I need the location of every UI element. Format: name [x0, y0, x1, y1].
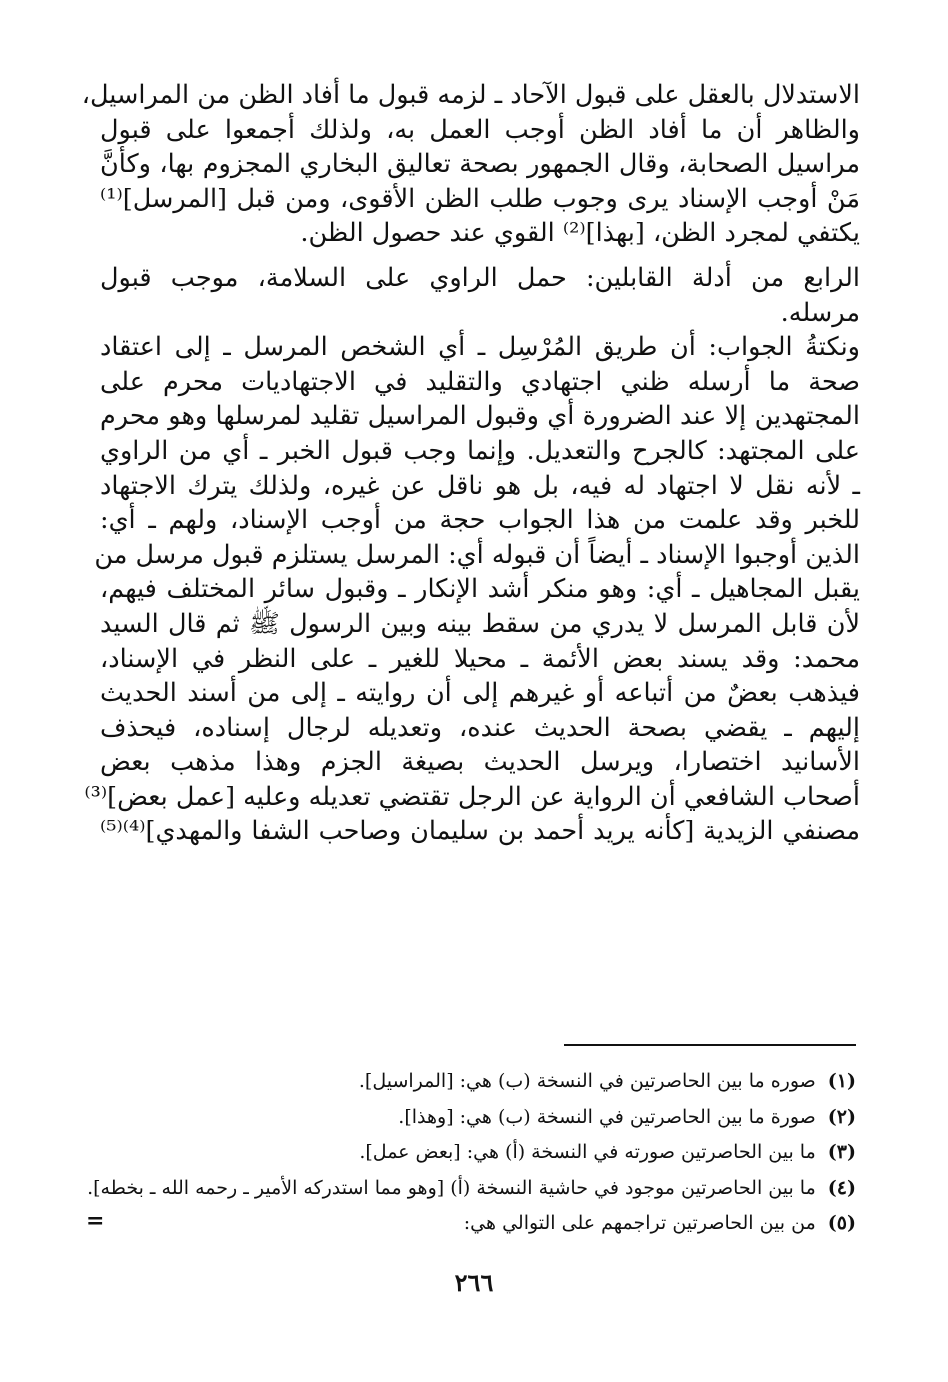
text-line: والظاهر أن ما أفاد الظن أوجب العمل به، ولذلك أجمعوا على قبول: [100, 114, 860, 145]
text-line: فيذهب بعضٌ من أتباعه أو غيرهم إلى أن روايته ـ إلى من أسند الحديث: [100, 678, 860, 709]
continuation-mark: =: [86, 1208, 105, 1234]
footnote-number: (٣): [827, 1141, 856, 1163]
footnote-number: (٥): [827, 1212, 856, 1234]
footnote-item: [100, 1064, 856, 1100]
text-line: للخبر وقد علمت من هذا الجواب حجة من أوجب الإسناد، ولهم ـ أي:: [100, 505, 860, 536]
footnote-divider: [564, 1044, 856, 1046]
footnote-text: من بين الحاصرتين تراجمهم على التوالي هي:: [463, 1212, 816, 1234]
footnote-text: صوره ما بين الحاصرتين في النسخة (ب) هي: [المراسيل].: [358, 1070, 816, 1092]
footnote-text: صورة ما بين الحاصرتين في النسخة (ب) هي: [وهذا].: [398, 1105, 816, 1128]
footnote-item: [100, 1135, 856, 1171]
text-line: مصنفي الزيدية [كأنه يريد أحمد بن سليمان وصاحب الشفا والمهدي]⁽⁴⁾⁽⁵⁾: [100, 816, 860, 847]
text-line: لأن قابل المرسل لا يدري من سقط بينه وبين الرسول ﷺ ثم قال السيد: [100, 608, 860, 639]
footnote-item: [100, 1206, 856, 1242]
text-line: ـ لأنه نقل لا اجتهاد له فيه، بل هو ناقل عن غيره، ولذلك يترك الاجتهاد: [100, 470, 860, 501]
footnote-number: (٤): [827, 1176, 856, 1199]
footnote-number: (٢): [827, 1105, 856, 1128]
text-line: أصحاب الشافعي أن الرواية عن الرجل تقتضي تعديله وعليه [عمل بعض]⁽³⁾: [84, 781, 860, 812]
text-line: مراسيل الصحابة، وقال الجمهور بصحة تعاليق البخاري المجزوم بها، وكأنَّ: [100, 149, 860, 180]
text-line: محمد: وقد يسند بعض الأئمة ـ محيلا للغير ـ على النظر في الإسناد،: [100, 643, 860, 674]
text-line: مرسله.: [780, 297, 860, 328]
text-line: الذين أوجبوا الإسناد ـ أيضاً أن قبوله أي: المرسل يستلزم قبول مرسل من: [94, 539, 860, 570]
text-line: على المجتهد: كالجرح والتعديل. وإنما وجب قبول الخبر ـ أي من الراوي: [100, 435, 860, 466]
page-number: ٢٦٦: [454, 1268, 494, 1297]
footnote-number: (١): [827, 1070, 856, 1092]
text-line: صحة ما أرسله ظني اجتهادي والتقليد في الاجتهاديات محرم على: [100, 366, 860, 397]
text-line: يقبل المجاهيل ـ أي: وهو منكر أشد الإنكار ـ وقبول سائر المختلف فيهم،: [100, 574, 860, 605]
main-text: [81, 78, 860, 849]
text-line: ونكتةُ الجواب: أن طريق المُرْسِل ـ أي الشخص المرسل ـ إلى اعتقاد: [100, 332, 860, 363]
footnote-item: [87, 1171, 856, 1207]
text-line: إليهم ـ يقضي بصحة الحديث عنده، وتعديله لرجال إسناده، فيحذف: [100, 712, 860, 743]
footnote-text: ما بين الحاصرتين صورته في النسخة (أ) هي: [بعض عمل].: [359, 1141, 816, 1163]
text-line: مَنْ أوجب الإسناد يرى وجوب طلب الظن الأقوى، ومن قبل [المرسل]⁽¹⁾: [100, 183, 860, 214]
footnote-item: [100, 1100, 856, 1136]
text-line: الاستدلال بالعقل على قبول الآحاد ـ لزمه قبول ما أفاد الظن من المراسيل،: [81, 80, 860, 110]
footnote-text: ما بين الحاصرتين موجود في حاشية النسخة (أ) [وهو مما استدركه الأمير ـ رحمه الله ـ بخطه].: [87, 1176, 816, 1199]
text-line: الأسانيد اختصارا، ويرسل الحديث بصيغة الجزم وهذا مذهب بعض: [100, 747, 860, 778]
text-line: يكتفي لمجرد الظن، [بهذا]⁽²⁾ القوي عند حصول الظن.: [300, 218, 860, 249]
text-line: المجتهدين إلا عند الضرورة أي وقبول المراسيل تقليد لمرسلها وهو محرم: [100, 401, 860, 432]
text-line: الرابع من أدلة القابلين: حمل الراوي على السلامة، موجب قبول: [100, 262, 860, 293]
footnotes: [87, 1064, 856, 1242]
